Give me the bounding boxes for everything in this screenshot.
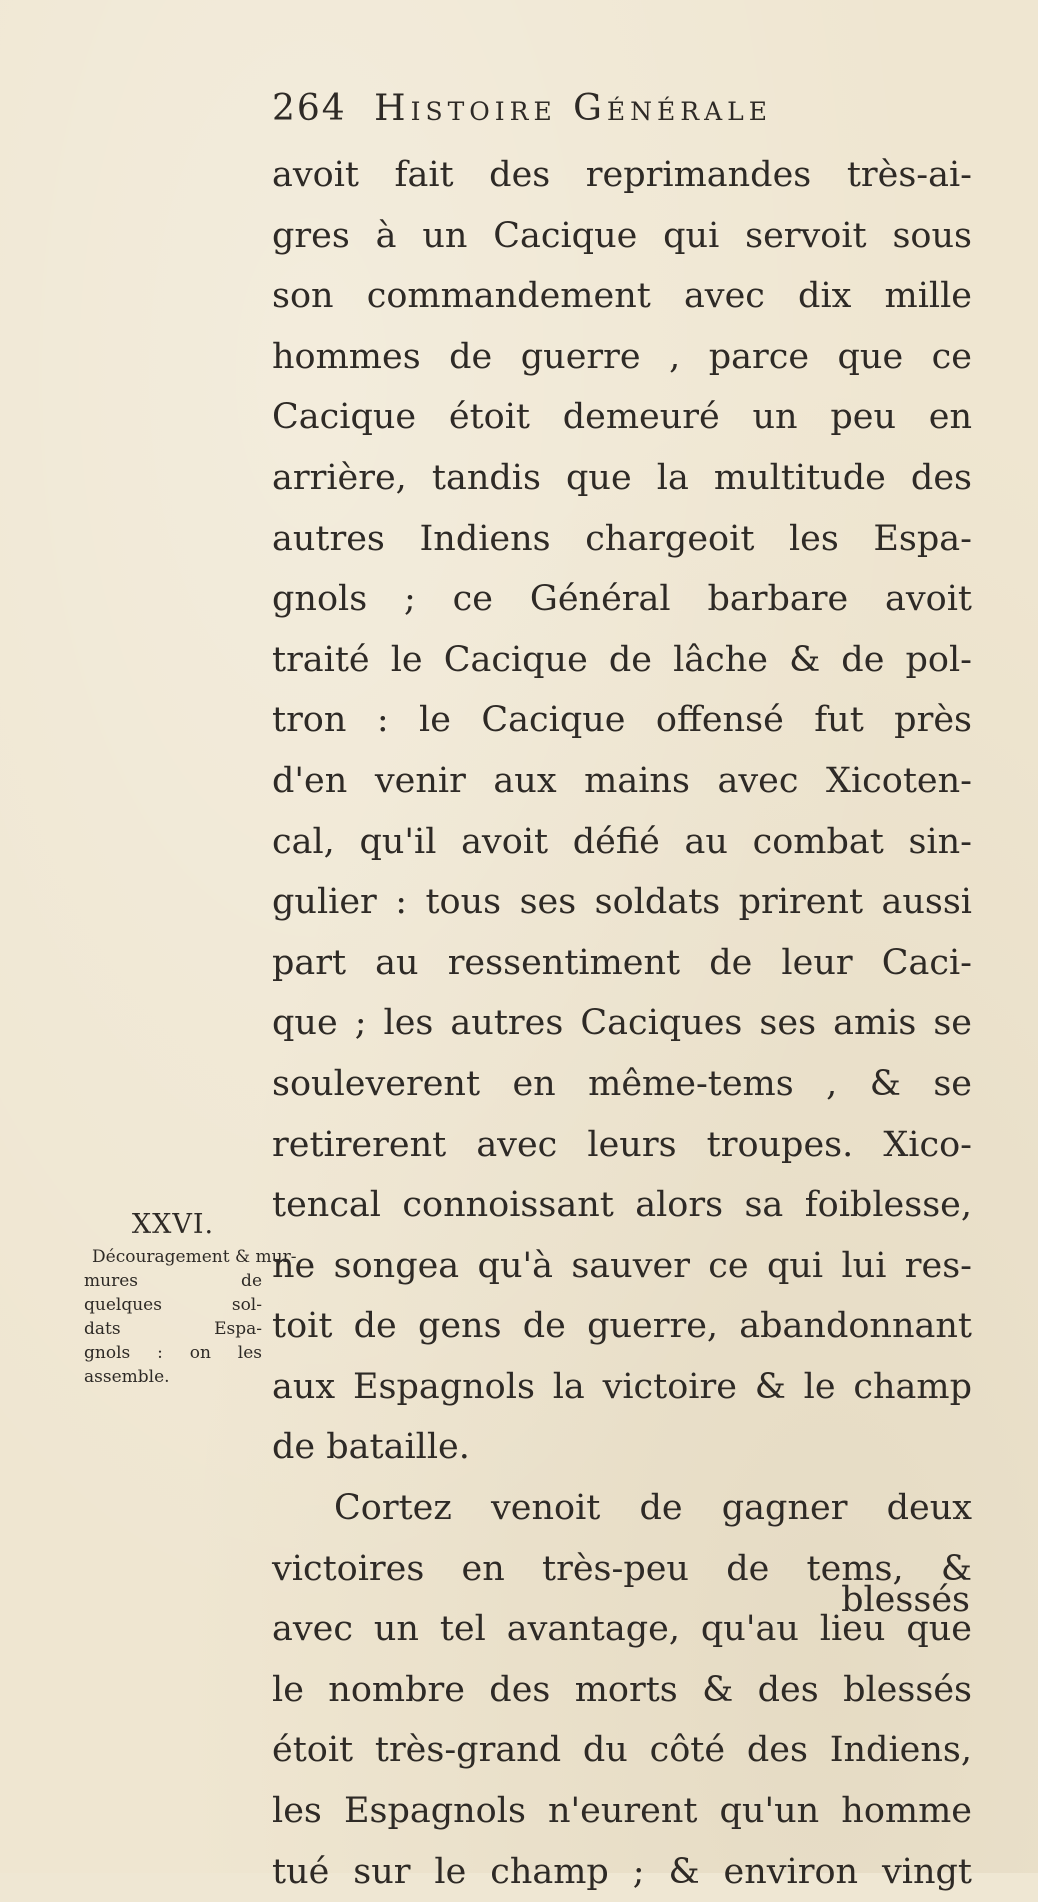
text-line: Cacique étoit demeuré un peu en bbox=[272, 397, 972, 438]
text-line: part au ressentiment de leur Caci- bbox=[272, 942, 972, 983]
paragraph-start-line: Cortez venoit de gagner deux bbox=[334, 1488, 972, 1529]
marginal-line: gnols : on les bbox=[84, 1343, 262, 1363]
text-line: traité le Cacique de lâche & de pol- bbox=[272, 639, 972, 680]
text-line: tencal connoissant alors sa foiblesse, bbox=[272, 1185, 972, 1226]
text-line: arrière, tandis que la multitude des bbox=[272, 457, 972, 498]
text-line: ne songea qu'à sauver ce qui lui res- bbox=[272, 1245, 972, 1286]
text-line: tué sur le champ ; & environ vingt bbox=[272, 1851, 972, 1892]
marginal-note bbox=[84, 1205, 297, 1389]
text-line: d'en venir aux mains avec Xicoten- bbox=[272, 760, 972, 801]
text-line: toit de gens de guerre, abandonnant bbox=[272, 1306, 972, 1347]
text-line: que ; les autres Caciques ses amis se bbox=[272, 1003, 972, 1044]
text-line: aux Espagnols la victoire & le champ bbox=[272, 1366, 972, 1407]
catchword: blessés bbox=[841, 1580, 970, 1620]
body-text bbox=[272, 145, 972, 1902]
paragraph-end-line: de bataille. bbox=[272, 1427, 470, 1468]
running-title: Histoire Générale bbox=[374, 88, 772, 129]
text-line: cal, qu'il avoit défié au combat sin- bbox=[272, 821, 972, 862]
text-line: le nombre des morts & des blessés bbox=[272, 1669, 972, 1710]
running-head bbox=[272, 88, 772, 129]
text-line: les Espagnols n'eurent qu'un homme bbox=[272, 1791, 972, 1832]
text-line: son commandement avec dix mille bbox=[272, 276, 972, 317]
marginal-line: Découragement & mur- bbox=[92, 1247, 297, 1267]
section-number: XXVI. bbox=[131, 1209, 215, 1240]
text-line: étoit très-grand du côté des Indiens, bbox=[272, 1730, 972, 1771]
marginal-line: mures de bbox=[84, 1271, 262, 1291]
text-line: tron : le Cacique offensé fut près bbox=[272, 700, 972, 741]
text-line: souleverent en même-tems , & se bbox=[272, 1063, 972, 1104]
text-line: autres Indiens chargeoit les Espa- bbox=[272, 518, 972, 559]
text-line: victoires en très-peu de tems, & bbox=[272, 1548, 972, 1589]
text-line: gnols ; ce Général barbare avoit bbox=[272, 579, 972, 620]
text-line: avoit fait des reprimandes très-ai- bbox=[272, 155, 972, 195]
text-line: retirerent avec leurs troupes. Xico- bbox=[272, 1124, 972, 1165]
text-line: gres à un Cacique qui servoit sous bbox=[272, 215, 972, 256]
page-number: 264 bbox=[272, 88, 347, 129]
text-line: gulier : tous ses soldats prirent aussi bbox=[272, 882, 972, 923]
text-line: avec un tel avantage, qu'au lieu que bbox=[272, 1609, 972, 1650]
marginal-line: assemble. bbox=[84, 1367, 170, 1387]
text-line: hommes de guerre , parce que ce bbox=[272, 336, 972, 377]
marginal-line: quelques sol- bbox=[84, 1295, 262, 1315]
marginal-line: dats Espa- bbox=[84, 1319, 262, 1339]
